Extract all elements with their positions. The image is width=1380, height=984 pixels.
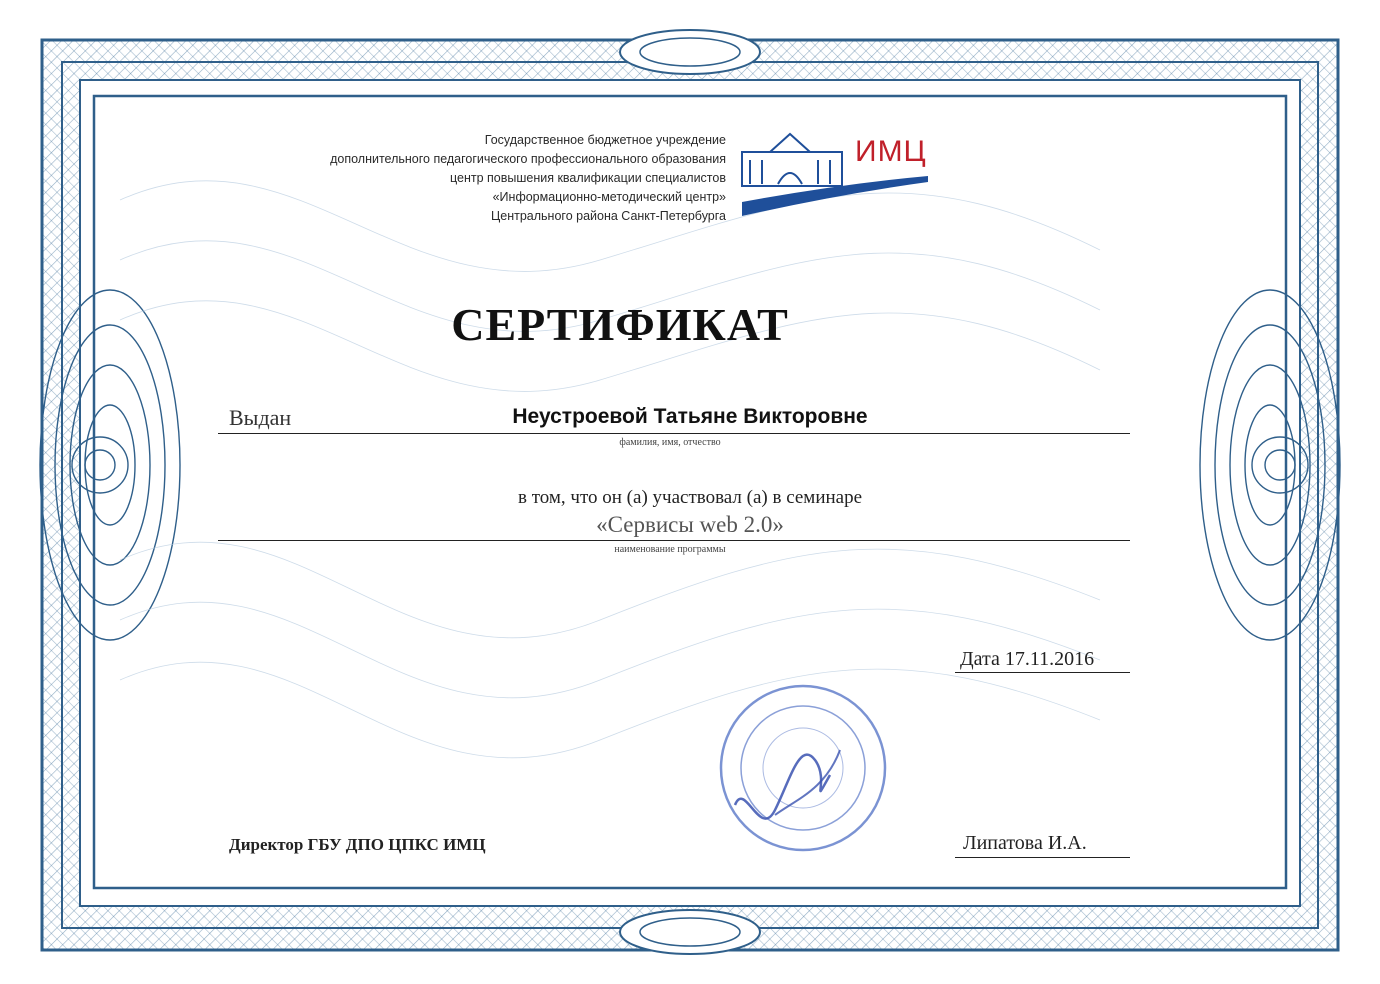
logo-text: ИМЦ [855, 135, 927, 168]
program-underline [218, 540, 1130, 541]
org-line: центр повышения квалификации специалистов [449, 171, 726, 185]
signer-name: Липатова И.А. [963, 832, 1087, 854]
date-underline [955, 672, 1130, 673]
org-line: дополнительного педагогического профессионального образования [330, 152, 726, 166]
participation-text: в том, что он (а) участвовал (а) в семинаре [517, 487, 863, 508]
official-stamp [715, 680, 890, 855]
issued-label: Выдан [229, 405, 292, 430]
organization-name [246, 131, 726, 226]
program-name: «Сервисы web 2.0» [596, 512, 784, 537]
recipient-caption: фамилия, имя, отчество [619, 437, 721, 448]
program-caption: наименование программы [614, 544, 726, 555]
director-title: Директор ГБУ ДПО ЦПКС ИМЦ [229, 835, 486, 854]
org-line: Центрального района Санкт-Петербурга [491, 209, 726, 223]
certificate-title: СЕРТИФИКАТ [451, 299, 789, 350]
org-line: Государственное бюджетное учреждение [484, 133, 726, 147]
signer-underline [955, 857, 1130, 858]
recipient-name: Неустроевой Татьяне Викторовне [512, 405, 868, 428]
recipient-underline [218, 433, 1130, 434]
org-line: «Информационно-методический центр» [492, 190, 726, 204]
issue-date: Дата 17.11.2016 [960, 648, 1095, 670]
